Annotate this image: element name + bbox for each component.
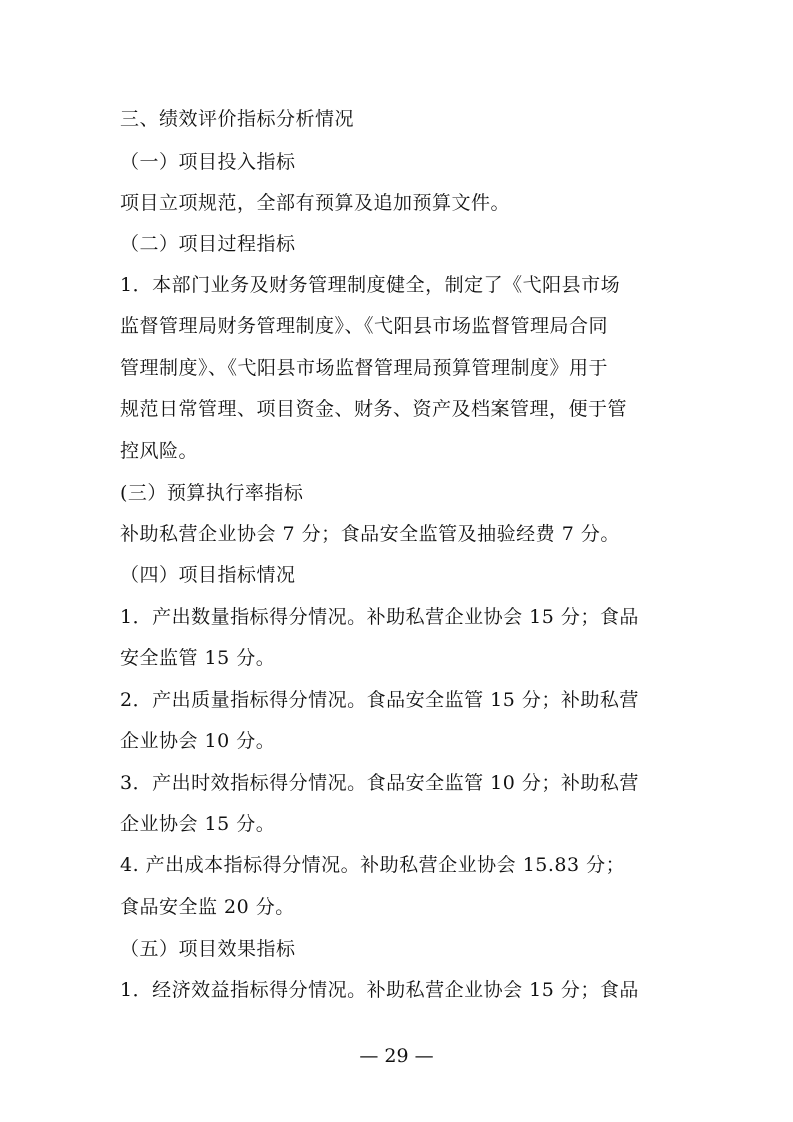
paragraph-line: 监督管理局财务管理制度》、《弋阳县市场监督管理局合同 <box>120 315 609 337</box>
section-heading: 三、绩效评价指标分析情况 <box>120 108 355 130</box>
paragraph-line: 3．产出时效指标得分情况。食品安全监管 10 分；补助私营 <box>120 772 639 794</box>
paragraph-line: 食品安全监 20 分。 <box>120 896 295 918</box>
paragraph-line: 4. 产出成本指标得分情况。补助私营企业协会 15.83 分； <box>120 854 626 876</box>
paragraph-line: 1．经济效益指标得分情况。补助私营企业协会 15 分；食品 <box>120 979 639 1001</box>
subsection-heading: （二）项目过程指标 <box>120 233 296 255</box>
paragraph-line: 2．产出质量指标得分情况。食品安全监管 15 分；补助私营 <box>120 689 639 711</box>
paragraph-line: 项目立项规范，全部有预算及追加预算文件。 <box>120 192 511 214</box>
paragraph-line: 1．本部门业务及财务管理制度健全，制定了《弋阳县市场 <box>120 274 621 296</box>
subsection-heading: （四）项目指标情况 <box>120 564 296 586</box>
subsection-heading: （一）项目投入指标 <box>120 151 296 173</box>
subsection-heading: （五）项目效果指标 <box>120 938 296 960</box>
paragraph-line: 规范日常管理、项目资金、财务、资产及档案管理，便于管 <box>120 398 628 420</box>
paragraph-line: 管理制度》、《弋阳县市场监督管理局预算管理制度》用于 <box>120 357 609 379</box>
paragraph-line: 企业协会 15 分。 <box>120 813 276 835</box>
paragraph-line: 1．产出数量指标得分情况。补助私营企业协会 15 分；食品 <box>120 606 639 628</box>
subsection-heading: (三）预算执行率指标 <box>120 482 304 504</box>
paragraph-line: 补助私营企业协会 7 分；食品安全监管及抽验经费 7 分。 <box>120 523 620 545</box>
page-number: — 29 — <box>359 1045 434 1067</box>
paragraph-line: 控风险。 <box>120 440 199 462</box>
paragraph-line: 安全监管 15 分。 <box>120 647 276 669</box>
paragraph-line: 企业协会 10 分。 <box>120 730 276 752</box>
